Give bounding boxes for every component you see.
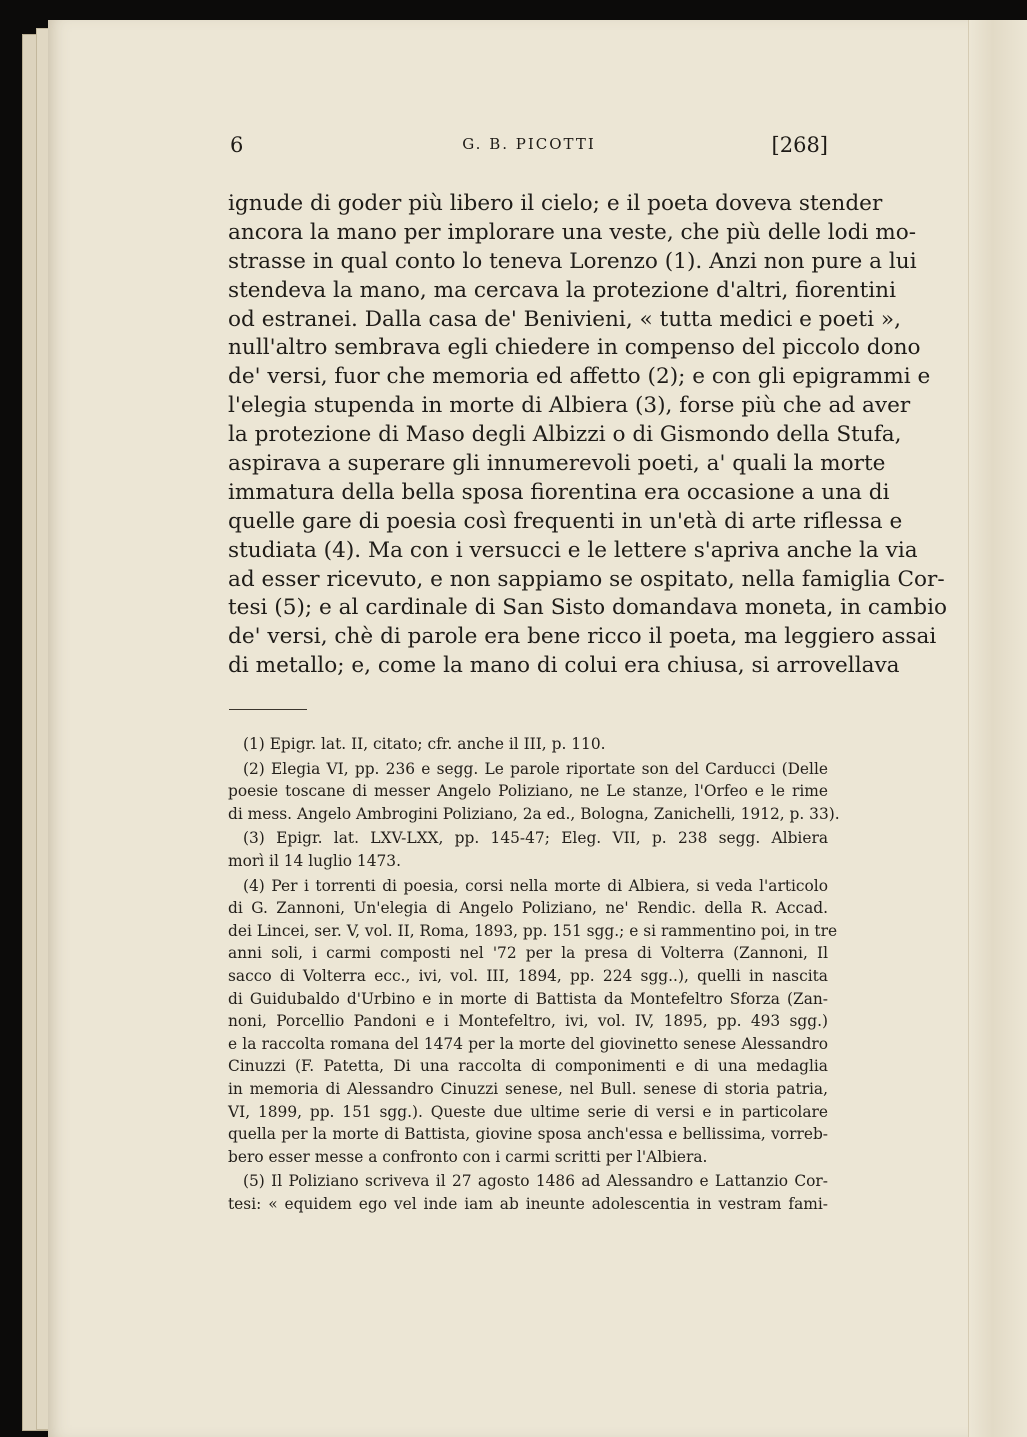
- footnote-line: poesie toscane di messer Angelo Poliziano, ne Le stanze, l'Orfeo e le rime: [228, 782, 828, 801]
- running-author: G. B. PICOTTI: [462, 135, 596, 153]
- text-line: la protezione di Maso degli Albizzi o di Gismondo della Stufa,: [228, 422, 902, 448]
- footnote-line: di G. Zannoni, Un'elegia di Angelo Poliziano, ne' Rendic. della R. Accad.: [228, 899, 828, 918]
- footnote: [228, 733, 828, 756]
- text-line: de' versi, chè di parole era bene ricco il poeta, ma leggiero assai: [228, 624, 937, 650]
- text-line: di metallo; e, come la mano di colui era chiusa, si arrovellava: [228, 653, 900, 679]
- text-line: studiata (4). Ma con i versucci e le lettere s'apriva anche la via: [228, 537, 918, 563]
- text-line: ancora la mano per implorare una veste, che più delle lodi mo-: [228, 219, 917, 245]
- text-line: ignude di goder più libero il cielo; e il poeta doveva stender: [228, 191, 883, 216]
- footnote-line: dei Lincei, ser. V, vol. II, Roma, 1893, pp. 151 sgg.; e si rammentino poi, in tre: [228, 921, 838, 940]
- text-line: quelle gare di poesia così frequenti in un'età di arte riflessa e: [228, 508, 903, 534]
- footnote-line: di Guidubaldo d'Urbino e in morte di Battista da Montefeltro Sforza (Zan-: [228, 989, 828, 1008]
- footnote-line: (3) Epigr. lat. LXV-LXX, pp. 145-47; Eleg. VII, p. 238 segg. Albiera: [243, 829, 828, 848]
- text-line: aspirava a superare gli innumerevoli poeti, a' quali la morte: [228, 451, 886, 477]
- footnote-line: VI, 1899, pp. 151 sgg.). Queste due ultime serie di versi e in particolare: [228, 1102, 828, 1121]
- main-text: [228, 190, 948, 681]
- footnote-line: (1) Epigr. lat. II, citato; cfr. anche il III, p. 110.: [243, 735, 606, 753]
- footnote-line: (4) Per i torrenti di poesia, corsi nella morte di Albiera, si veda l'articolo: [243, 876, 828, 895]
- text-line: de' versi, fuor che memoria ed affetto (2); e con gli epigrammi e: [228, 364, 931, 390]
- footnote-line: di mess. Angelo Ambrogini Poliziano, 2a ed., Bologna, Zanichelli, 1912, p. 33).: [228, 804, 840, 823]
- text-line: immatura della bella sposa fiorentina era occasione a una di: [228, 479, 890, 505]
- running-header: [230, 133, 828, 163]
- text-line: ad esser ricevuto, e non sappiamo se ospitato, nella famiglia Cor-: [228, 566, 945, 592]
- footnote-line: (2) Elegia VI, pp. 236 e segg. Le parole riportate son del Carducci (Delle: [243, 759, 828, 778]
- footnote: [228, 758, 840, 826]
- footnote-line: morì il 14 luglio 1473.: [228, 851, 401, 870]
- footnote-line: quella per la morte di Battista, giovine sposa anch'essa e bellissima, vorreb-: [228, 1125, 828, 1144]
- footnote-line: sacco di Volterra ecc., ivi, vol. III, 1894, pp. 224 sgg..), quelli in nascita: [228, 966, 828, 985]
- footnote-line: bero esser messe a confronto con i carmi scritti per l'Albiera.: [228, 1147, 708, 1166]
- text-line: tesi (5); e al cardinale di San Sisto domandava moneta, in cambio: [228, 595, 948, 621]
- page-fold: [968, 20, 1027, 1437]
- footnote-line: anni soli, i carmi composti nel '72 per la presa di Volterra (Zannoni, Il: [228, 944, 828, 963]
- footnote-line: tesi: « equidem ego vel inde iam ab ineunte adolescentia in vestram fami-: [228, 1194, 828, 1213]
- footnote-line: in memoria di Alessandro Cinuzzi senese, nel Bull. senese di storia patria,: [228, 1079, 828, 1098]
- footnotes: [228, 733, 840, 1217]
- footnote: [228, 1170, 828, 1215]
- page-number: 6: [230, 133, 244, 157]
- footnote-line: e la raccolta romana del 1474 per la morte del giovinetto senese Alessandro: [228, 1034, 828, 1053]
- text-line: stendeva la mano, ma cercava la protezione d'altri, fiorentini: [228, 277, 896, 303]
- footnote-line: noni, Porcellio Pandoni e i Montefeltro, ivi, vol. IV, 1895, pp. 493 sgg.): [228, 1012, 828, 1031]
- footnote-line: (5) Il Poliziano scriveva il 27 agosto 1486 ad Alessandro e Lattanzio Cor-: [243, 1172, 828, 1191]
- text-line: l'elegia stupenda in morte di Albiera (3), forse più che ad aver: [228, 393, 911, 419]
- footnote: [228, 875, 838, 1169]
- footnote-separator: [229, 709, 307, 710]
- text-line: strasse in qual conto lo teneva Lorenzo (1). Anzi non pure a lui: [228, 248, 917, 274]
- footnote-line: Cinuzzi (F. Patetta, Di una raccolta di componimenti e di una medaglia: [228, 1057, 828, 1076]
- original-page-number: [268]: [771, 133, 828, 157]
- text-line: od estranei. Dalla casa de' Benivieni, « tutta medici e poeti »,: [228, 306, 901, 332]
- footnote: [228, 827, 828, 872]
- text-line: null'altro sembrava egli chiedere in compenso del piccolo dono: [228, 335, 921, 361]
